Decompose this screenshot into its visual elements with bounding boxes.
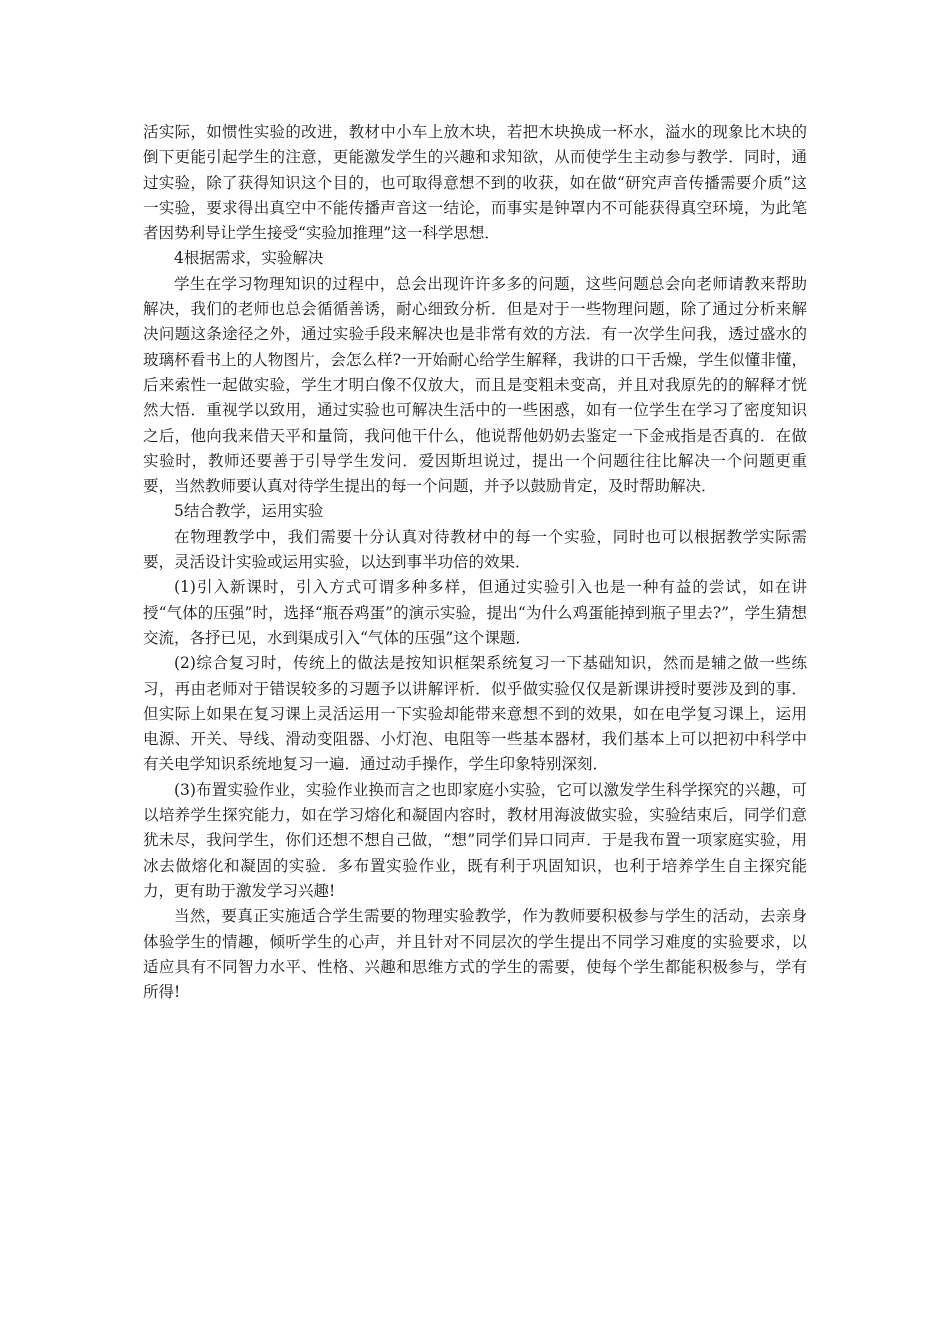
- document-body: [143, 120, 807, 1005]
- paragraph-conclusion: 当然，要真正实施适合学生需要的物理实验教学，作为教师要积极参与学生的活动，去亲身体验学生的情趣，倾听学生的心声，并且针对不同层次的学生提出不同学习难度的实验要求，以适应具有不同智力水平、性格、兴趣和思维方式的学生的需要，使每个学生都能积极参与，学有所得!: [143, 907, 807, 1002]
- section-heading-5: 5结合教学，运用实验: [174, 502, 324, 521]
- section-heading-4: 4根据需求，实验解决: [174, 249, 324, 268]
- paragraph-intro: 活实际，如惯性实验的改进，教材中小车上放木块，若把木块换成一杯水，溢水的现象比木块的倒下更能引起学生的注意，更能激发学生的兴趣和求知欲，从而使学生主动参与教学．同时，通过实验，除了获得知识这个目的，也可取得意想不到的收获，如在做“研究声音传播需要介质”这一实验，要求得出真空中不能传播声音这一结论，而事实是钟罩内不可能获得真空环境，为此笔者因势利导让学生接受“实验加推理”这一科学思想．: [143, 123, 807, 243]
- paragraph-item-1: (1)引入新课时，引入方式可谓多种多样，但通过实验引入也是一种有益的尝试，如在讲授“气体的压强”时，选择“瓶吞鸡蛋”的演示实验，提出“为什么鸡蛋能掉到瓶子里去?”，学生猜想交流，各抒已见，水到渠成引入“气体的压强”这个课题．: [143, 578, 807, 647]
- paragraph-section-5: 在物理教学中，我们需要十分认真对待教材中的每一个实验，同时也可以根据教学实际需要，灵活设计实验或运用实验，以达到事半功倍的效果．: [143, 527, 807, 572]
- paragraph-section-4: 学生在学习物理知识的过程中，总会出现许许多多的问题，这些问题总会向老师请教来帮助解决，我们的老师也总会循循善诱，耐心细致分析．但是对于一些物理问题，除了通过分析来解决问题这条途径之外，通过实验手段来解决也是非常有效的方法．有一次学生问我，透过盛水的玻璃杯看书上的人物图片，会怎么样?一开始耐心给学生解释，我讲的口干舌燥，学生似懂非懂，后来索性一起做实验，学生才明白像不仅放大，而且是变粗未变高，并且对我原先的的解释才恍然大悟．重视学以致用，通过实验也可解决生活中的一些困惑，如有一位学生在学习了密度知识之后，他向我来借天平和量筒，我问他干什么，他说帮他奶奶去鉴定一下金戒指是否真的．在做实验时，教师还要善于引导学生发问．爱因斯坦说过，提出一个问题往往比解决一个问题更重要，当然教师要认真对待学生提出的每一个问题，并予以鼓励肯定，及时帮助解决．: [143, 274, 807, 496]
- paragraph-item-2: (2)综合复习时，传统上的做法是按知识框架系统复习一下基础知识，然而是辅之做一些练习，再由老师对于错误较多的习题予以讲解评析．似乎做实验仅仅是新课讲授时要涉及到的事．但实际上如果在复习课上灵活运用一下实验却能带来意想不到的效果，如在电学复习课上，运用电源、开关、导线、滑动变阻器、小灯泡、电阻等一些基本器材，我们基本上可以把初中科学中有关电学知识系统地复习一遍．通过动手操作，学生印象特别深刻．: [143, 654, 807, 774]
- paragraph-item-3: (3)布置实验作业，实验作业换而言之也即家庭小实验，它可以激发学生科学探究的兴趣，可以培养学生探究能力，如在学习熔化和凝固内容时，教材用海波做实验，实验结束后，同学们意犹未尽，我问学生，你们还想不想自己做，“想”同学们异口同声．于是我布置一项家庭实验，用冰去做熔化和凝固的实验．多布置实验作业，既有利于巩固知识，也利于培养学生自主探究能力，更有助于激发学习兴趣!: [143, 780, 807, 900]
